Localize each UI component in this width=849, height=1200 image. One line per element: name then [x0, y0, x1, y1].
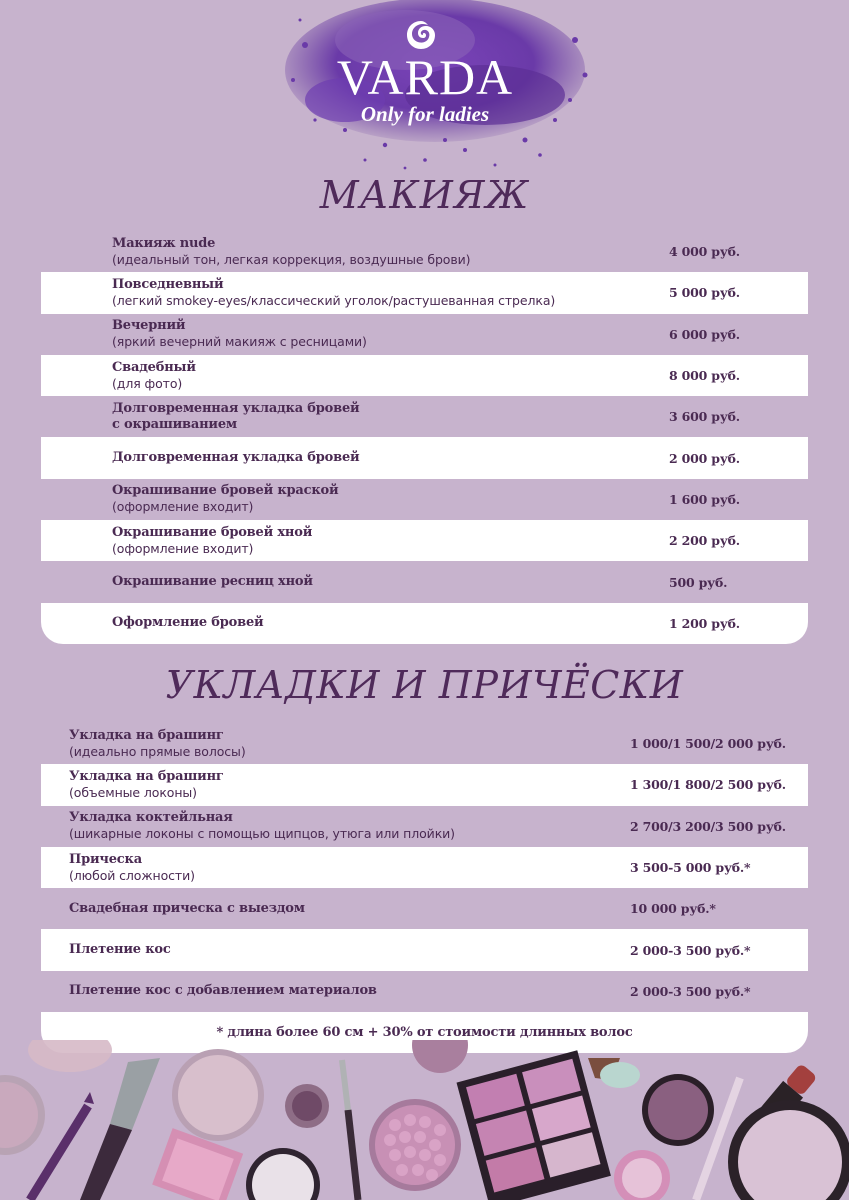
price-row: [41, 603, 808, 644]
price-row: [41, 561, 808, 602]
makeup-brush-icon: [80, 1058, 160, 1200]
service-name: Макияж nude: [112, 235, 216, 251]
price-row: [41, 971, 808, 1012]
service-price: 2 000-3 500 руб.*: [630, 983, 751, 999]
service-price: 2 000-3 500 руб.*: [630, 942, 751, 958]
service-name: Повседневный: [112, 276, 224, 292]
service-price: 1 200 руб.: [669, 615, 740, 631]
service-description: (оформление входит): [112, 540, 254, 556]
kabuki-brush-icon: [588, 1058, 640, 1088]
service-name: Оформление бровей: [112, 615, 264, 631]
eyeshadow-jar-icon: [642, 1074, 714, 1146]
service-price: 1 600 руб.: [669, 491, 740, 507]
service-description: (идеально прямые волосы): [69, 743, 246, 759]
service-description: (любой сложности): [69, 867, 195, 883]
swirl-logo-icon: [404, 18, 438, 52]
eyeshadow-pot-icon: [285, 1084, 329, 1128]
service-name: Свадебная прическа с выездом: [69, 900, 305, 916]
service-price: 3 500-5 000 руб.*: [630, 860, 751, 876]
service-description: (яркий вечерний макияж с ресницами): [112, 334, 367, 350]
service-price: 4 000 руб.: [669, 244, 740, 260]
price-row: [41, 314, 808, 355]
eyeshadow-palette-icon: [457, 1050, 611, 1200]
service-name: Укладка на брашинг: [69, 768, 224, 784]
service-name: Окрашивание бровей хной: [112, 524, 313, 540]
makeup-price-table: [41, 231, 808, 644]
price-row: [41, 723, 808, 764]
service-price: 10 000 руб.*: [630, 901, 716, 917]
service-name: Плетение кос: [69, 942, 171, 958]
price-row: [41, 479, 808, 520]
service-price: 1 000/1 500/2 000 руб.: [630, 736, 786, 752]
service-name: Прическа: [69, 851, 142, 867]
cosmetics-illustration: [0, 1040, 849, 1200]
cream-pot-icon: [246, 1148, 320, 1200]
service-description: (для фото): [112, 375, 183, 391]
price-row: [41, 847, 808, 888]
service-description: (шикарные локоны с помощью щипцов, утюга или плойки): [69, 826, 455, 842]
service-description: (легкий smokey-eyes/классический уголок/растушеванная стрелка): [112, 292, 556, 308]
brand-tagline: Only for ladies: [360, 102, 490, 126]
blush-pearls-icon: [369, 1099, 461, 1191]
service-description: (объемные локоны): [69, 784, 197, 800]
service-price: 6 000 руб.: [669, 326, 740, 342]
footnote: * длина более 60 см + 30% от стоимости длинных волос: [216, 1025, 633, 1041]
brand-name: VARDA: [336, 49, 514, 105]
service-price: 2 000 руб.: [669, 450, 740, 466]
price-row: [41, 355, 808, 396]
service-price: 5 000 руб.: [669, 285, 740, 301]
powder-jar-icon: [172, 1049, 264, 1141]
price-row: [41, 806, 808, 847]
price-row: [41, 520, 808, 561]
service-name: Долговременная укладка бровей: [112, 400, 360, 416]
price-row: [41, 929, 808, 970]
thin-brush-icon: [342, 1060, 358, 1200]
price-row: [41, 231, 808, 272]
service-name: Укладка коктейльная: [69, 810, 233, 826]
price-row: [41, 888, 808, 929]
powder-compact-icon: [0, 1075, 45, 1155]
service-name: Плетение кос с добавлением материалов: [69, 983, 377, 999]
lip-balm-pot-icon: [614, 1150, 670, 1200]
service-name: Окрашивание ресниц хной: [112, 574, 313, 590]
face-powder-compact-icon: [728, 1100, 849, 1200]
service-name: Долговременная укладка бровей: [112, 450, 360, 466]
service-price: 8 000 руб.: [669, 368, 740, 384]
service-price: 2 700/3 200/3 500 руб.: [630, 818, 786, 834]
service-name: Укладка на брашинг: [69, 727, 224, 743]
price-row: [41, 764, 808, 805]
service-price: 3 600 руб.: [669, 409, 740, 425]
service-name: Окрашивание бровей краской: [112, 483, 339, 499]
service-price: 2 200 руб.: [669, 533, 740, 549]
section-title-hair: УКЛАДКИ И ПРИЧЁСКИ: [165, 663, 684, 707]
price-row: [41, 272, 808, 313]
section-title-makeup: МАКИЯЖ: [319, 173, 530, 217]
service-price: 1 300/1 800/2 500 руб.: [630, 777, 786, 793]
service-name: Вечерний: [112, 318, 186, 334]
service-name: Свадебный: [112, 359, 196, 375]
price-row: [41, 437, 808, 478]
service-name-line2: с окрашиванием: [112, 416, 238, 432]
service-description: (оформление входит): [112, 499, 254, 515]
hair-price-table: [41, 723, 808, 1053]
price-row: [41, 396, 808, 437]
service-price: 500 руб.: [669, 574, 728, 590]
service-description: (идеальный тон, легкая коррекция, воздушные брови): [112, 251, 471, 267]
